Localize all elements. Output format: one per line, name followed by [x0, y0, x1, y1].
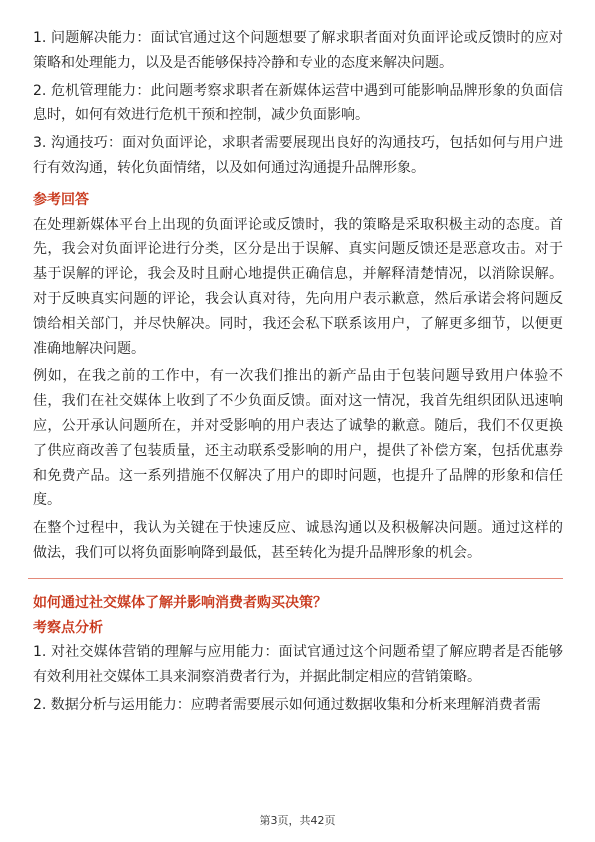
reference-paragraph-3: 在整个过程中，我认为关键在于快速反应、诚恳沟通以及积极解决问题。通过这样的做法，我们可以将负面影响降到最低，甚至转化为提升品牌形象的机会。: [33, 520, 563, 561]
analysis-heading: 考察点分析: [33, 619, 103, 636]
analysis-point-2: 2. 危机管理能力：此问题考察求职者在新媒体运营中遇到可能影响品牌形象的负面信息时，如何有效进行危机干预和控制，减少负面影响。: [33, 82, 563, 124]
reference-paragraph-1: 在处理新媒体平台上出现的负面评论或反馈时，我的策略是采取积极主动的态度。首先，我会对负面评论进行分类，区分是出于误解、真实问题反馈还是恶意攻击。对于基于误解的评论，我会及时且耐心地提供正确信息，并解释清楚情况，以消除误解。对于反映真实问题的评论，我会认真对待，先向用户表示歉意，然后承诺会将问题反馈给相关部门，并尽快解决。同时，我还会私下联系该用户，了解更多细节，以便更准确地解决问题。: [33, 216, 563, 357]
analysis-point-1: 1. 问题解决能力：面试官通过这个问题想要了解求职者面对负面评论或反馈时的应对策略和处理能力，以及是否能够保持冷静和专业的态度来解决问题。: [33, 30, 563, 71]
page-content: [33, 26, 563, 718]
section-divider: [28, 578, 563, 579]
question-title: 如何通过社交媒体了解并影响消费者购买决策？: [33, 594, 327, 611]
question2-point-2: 2. 数据分析与运用能力：应聘者需要展示如何通过数据收集和分析来理解消费者需: [33, 696, 541, 713]
reference-paragraph-2: 例如，在我之前的工作中，有一次我们推出的新产品由于包装问题导致用户体验不佳，我们在社交媒体上收到了不少负面反馈。面对这一情况，我首先组织团队迅速响应，公开承认问题所在，并对受影响的用户表达了诚挚的歉意。随后，我们不仅更换了供应商改善了包装质量，还主动联系受影响的用户，提供了补偿方案，包括优惠券和免费产品。这一系列措施不仅解决了用户的即时问题，也提升了品牌的形象和信任度。: [33, 368, 563, 509]
analysis-point-3: 3. 沟通技巧：面对负面评论，求职者需要展现出良好的沟通技巧，包括如何与用户进行有效沟通，转化负面情绪，以及如何通过沟通提升品牌形象。: [33, 135, 563, 176]
question2-point-1: 1. 对社交媒体营销的理解与应用能力：面试官通过这个问题希望了解应聘者是否能够有效利用社交媒体工具来洞察消费者行为，并据此制定相应的营销策略。: [33, 644, 563, 686]
reference-answer-heading: 参考回答: [33, 191, 89, 208]
page-number: 第3页，共42页: [259, 814, 336, 827]
